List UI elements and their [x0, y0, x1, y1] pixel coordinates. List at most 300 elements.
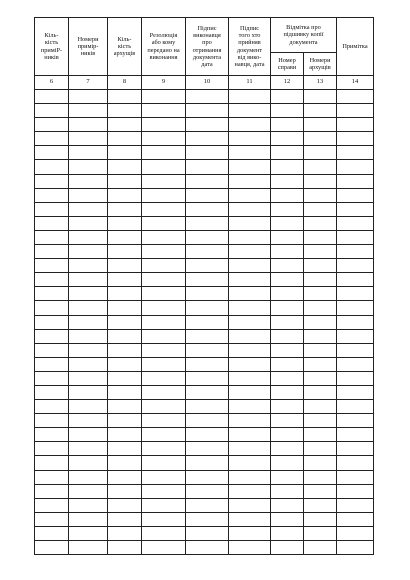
- table-cell: [108, 414, 142, 428]
- table-cell: [35, 104, 69, 118]
- table-cell: [304, 301, 337, 315]
- table-cell: [229, 160, 271, 174]
- table-cell: [142, 428, 186, 442]
- table-cell: [108, 188, 142, 202]
- table-cell: [304, 343, 337, 357]
- table-cell: [229, 202, 271, 216]
- table-cell: [108, 230, 142, 244]
- table-cell: [304, 442, 337, 456]
- table-cell: [271, 216, 304, 230]
- table-cell: [142, 118, 186, 132]
- table-cell: [271, 385, 304, 399]
- header-resolution: Резолюція або кому передано на виконання: [142, 18, 186, 76]
- table-cell: [229, 259, 271, 273]
- table-cell: [35, 273, 69, 287]
- table-cell: [304, 90, 337, 104]
- table-cell: [271, 371, 304, 385]
- table-cell: [35, 174, 69, 188]
- table-cell: [186, 188, 229, 202]
- table-cell: [229, 146, 271, 160]
- table-cell: [108, 428, 142, 442]
- table-row: [35, 245, 374, 259]
- table-cell: [229, 428, 271, 442]
- table-cell: [337, 512, 374, 526]
- table-cell: [142, 456, 186, 470]
- table-cell: [108, 202, 142, 216]
- table-cell: [186, 259, 229, 273]
- column-number: 14: [337, 76, 374, 90]
- table-cell: [108, 273, 142, 287]
- table-cell: [337, 273, 374, 287]
- table-row: [35, 188, 374, 202]
- table-cell: [108, 104, 142, 118]
- table-cell: [186, 456, 229, 470]
- table-cell: [108, 498, 142, 512]
- table-cell: [35, 526, 69, 540]
- table-cell: [35, 287, 69, 301]
- table-cell: [337, 526, 374, 540]
- table-cell: [108, 470, 142, 484]
- table-cell: [337, 230, 374, 244]
- table-cell: [108, 526, 142, 540]
- table-cell: [337, 315, 374, 329]
- table-cell: [229, 216, 271, 230]
- table-cell: [304, 230, 337, 244]
- table-cell: [337, 541, 374, 555]
- table-cell: [186, 287, 229, 301]
- table-cell: [142, 442, 186, 456]
- table-cell: [142, 259, 186, 273]
- table-cell: [69, 526, 108, 540]
- table-cell: [337, 470, 374, 484]
- table-cell: [337, 357, 374, 371]
- table-cell: [186, 371, 229, 385]
- table-cell: [186, 132, 229, 146]
- table-cell: [229, 526, 271, 540]
- table-cell: [304, 428, 337, 442]
- table-cell: [304, 104, 337, 118]
- table-cell: [108, 245, 142, 259]
- table-cell: [142, 287, 186, 301]
- table-cell: [337, 132, 374, 146]
- table-cell: [69, 371, 108, 385]
- table-cell: [69, 287, 108, 301]
- table-cell: [271, 512, 304, 526]
- table-cell: [108, 484, 142, 498]
- header-case-number: Номер справи: [271, 53, 304, 76]
- table-cell: [69, 512, 108, 526]
- table-cell: [186, 245, 229, 259]
- table-cell: [271, 259, 304, 273]
- table-cell: [35, 357, 69, 371]
- table-cell: [142, 484, 186, 498]
- table-cell: [304, 174, 337, 188]
- table-cell: [337, 287, 374, 301]
- table-cell: [142, 174, 186, 188]
- table-row: [35, 526, 374, 540]
- table-cell: [229, 343, 271, 357]
- table-cell: [186, 230, 229, 244]
- table-cell: [229, 541, 271, 555]
- column-number: 6: [35, 76, 69, 90]
- table-cell: [35, 230, 69, 244]
- table-cell: [35, 188, 69, 202]
- table-cell: [186, 357, 229, 371]
- table-cell: [337, 259, 374, 273]
- table-cell: [108, 357, 142, 371]
- table-cell: [304, 329, 337, 343]
- table-cell: [142, 541, 186, 555]
- table-cell: [271, 132, 304, 146]
- table-cell: [304, 146, 337, 160]
- table-cell: [35, 259, 69, 273]
- table-cell: [69, 470, 108, 484]
- table-cell: [337, 174, 374, 188]
- table-cell: [69, 174, 108, 188]
- table-cell: [229, 456, 271, 470]
- table-cell: [271, 146, 304, 160]
- table-cell: [142, 188, 186, 202]
- table-cell: [304, 273, 337, 287]
- register-body: [35, 76, 374, 555]
- table-cell: [108, 174, 142, 188]
- table-cell: [35, 385, 69, 399]
- table-cell: [271, 174, 304, 188]
- table-cell: [229, 470, 271, 484]
- table-cell: [186, 512, 229, 526]
- table-cell: [142, 357, 186, 371]
- table-cell: [186, 90, 229, 104]
- table-cell: [337, 428, 374, 442]
- table-row: [35, 470, 374, 484]
- table-cell: [229, 301, 271, 315]
- table-row: [35, 90, 374, 104]
- table-cell: [142, 216, 186, 230]
- table-cell: [108, 301, 142, 315]
- table-cell: [69, 484, 108, 498]
- table-cell: [186, 315, 229, 329]
- table-row: [35, 498, 374, 512]
- table-cell: [35, 371, 69, 385]
- table-cell: [69, 498, 108, 512]
- table-cell: [337, 90, 374, 104]
- table-cell: [271, 202, 304, 216]
- table-cell: [69, 541, 108, 555]
- table-cell: [108, 216, 142, 230]
- table-cell: [186, 442, 229, 456]
- table-cell: [271, 442, 304, 456]
- table-row: [35, 315, 374, 329]
- table-cell: [142, 146, 186, 160]
- table-row: [35, 541, 374, 555]
- table-cell: [271, 230, 304, 244]
- table-cell: [229, 498, 271, 512]
- table-cell: [142, 526, 186, 540]
- table-cell: [271, 245, 304, 259]
- table-row: [35, 160, 374, 174]
- table-cell: [108, 160, 142, 174]
- table-cell: [142, 245, 186, 259]
- table-row: [35, 371, 374, 385]
- table-cell: [69, 202, 108, 216]
- table-cell: [35, 118, 69, 132]
- table-cell: [337, 442, 374, 456]
- table-cell: [304, 315, 337, 329]
- table-row: [35, 287, 374, 301]
- table-cell: [271, 498, 304, 512]
- table-cell: [142, 385, 186, 399]
- table-cell: [304, 385, 337, 399]
- table-cell: [337, 160, 374, 174]
- table-row: [35, 385, 374, 399]
- table-cell: [229, 90, 271, 104]
- table-cell: [35, 315, 69, 329]
- table-cell: [271, 188, 304, 202]
- table-cell: [35, 160, 69, 174]
- table-cell: [229, 357, 271, 371]
- table-row: [35, 132, 374, 146]
- table-cell: [69, 456, 108, 470]
- table-cell: [69, 188, 108, 202]
- table-cell: [337, 329, 374, 343]
- table-cell: [35, 512, 69, 526]
- table-cell: [142, 90, 186, 104]
- table-row: [35, 202, 374, 216]
- table-cell: [229, 273, 271, 287]
- table-cell: [69, 146, 108, 160]
- table-cell: [337, 385, 374, 399]
- table-cell: [35, 90, 69, 104]
- column-number: 7: [69, 76, 108, 90]
- table-cell: [304, 160, 337, 174]
- table-cell: [304, 526, 337, 540]
- table-cell: [186, 174, 229, 188]
- table-cell: [304, 259, 337, 273]
- table-cell: [186, 202, 229, 216]
- table-cell: [35, 484, 69, 498]
- table-cell: [142, 400, 186, 414]
- table-cell: [142, 160, 186, 174]
- table-cell: [35, 414, 69, 428]
- table-cell: [69, 329, 108, 343]
- table-cell: [304, 470, 337, 484]
- table-cell: [69, 132, 108, 146]
- table-cell: [142, 343, 186, 357]
- table-cell: [108, 442, 142, 456]
- column-number: 9: [142, 76, 186, 90]
- table-cell: [271, 287, 304, 301]
- table-cell: [337, 146, 374, 160]
- table-cell: [35, 146, 69, 160]
- table-cell: [271, 414, 304, 428]
- table-cell: [35, 343, 69, 357]
- table-cell: [229, 371, 271, 385]
- table-cell: [142, 230, 186, 244]
- table-cell: [35, 456, 69, 470]
- table-cell: [186, 301, 229, 315]
- table-cell: [229, 188, 271, 202]
- table-cell: [69, 357, 108, 371]
- table-cell: [69, 442, 108, 456]
- table-cell: [35, 329, 69, 343]
- table-cell: [229, 315, 271, 329]
- table-cell: [142, 414, 186, 428]
- table-cell: [229, 512, 271, 526]
- table-cell: [229, 442, 271, 456]
- table-cell: [229, 132, 271, 146]
- table-cell: [271, 329, 304, 343]
- table-cell: [337, 484, 374, 498]
- table-cell: [271, 428, 304, 442]
- column-number: 8: [108, 76, 142, 90]
- table-cell: [271, 400, 304, 414]
- table-cell: [186, 329, 229, 343]
- table-cell: [186, 216, 229, 230]
- table-cell: [35, 442, 69, 456]
- table-cell: [142, 273, 186, 287]
- table-cell: [142, 371, 186, 385]
- table-cell: [69, 245, 108, 259]
- table-cell: [186, 428, 229, 442]
- table-row: [35, 442, 374, 456]
- table-cell: [186, 400, 229, 414]
- table-cell: [229, 245, 271, 259]
- table-cell: [108, 132, 142, 146]
- table-cell: [186, 526, 229, 540]
- table-cell: [69, 90, 108, 104]
- table-cell: [271, 470, 304, 484]
- table-cell: [108, 385, 142, 399]
- table-cell: [35, 400, 69, 414]
- table-cell: [186, 273, 229, 287]
- table-cell: [229, 174, 271, 188]
- table-cell: [337, 104, 374, 118]
- table-row: [35, 428, 374, 442]
- table-cell: [142, 104, 186, 118]
- table-row: [35, 104, 374, 118]
- table-cell: [69, 301, 108, 315]
- table-cell: [69, 315, 108, 329]
- table-row: [35, 259, 374, 273]
- table-cell: [304, 512, 337, 526]
- table-cell: [337, 498, 374, 512]
- table-cell: [304, 498, 337, 512]
- table-cell: [271, 301, 304, 315]
- table-row: [35, 146, 374, 160]
- table-cell: [69, 160, 108, 174]
- table-cell: [69, 216, 108, 230]
- table-row: [35, 301, 374, 315]
- header-copy-numbers: Номери примір- ників: [69, 18, 108, 76]
- header-copies-count: Кіль- кість приміР- ників: [35, 18, 69, 76]
- table-cell: [229, 400, 271, 414]
- table-cell: [304, 456, 337, 470]
- table-cell: [142, 301, 186, 315]
- table-cell: [35, 202, 69, 216]
- table-cell: [108, 118, 142, 132]
- table-cell: [304, 132, 337, 146]
- table-cell: [304, 188, 337, 202]
- table-cell: [186, 343, 229, 357]
- table-cell: [229, 385, 271, 399]
- table-row: [35, 329, 374, 343]
- table-row: [35, 273, 374, 287]
- table-cell: [69, 400, 108, 414]
- table-cell: [108, 371, 142, 385]
- table-cell: [108, 315, 142, 329]
- table-cell: [69, 118, 108, 132]
- table-cell: [229, 414, 271, 428]
- table-cell: [186, 541, 229, 555]
- table-cell: [186, 470, 229, 484]
- table-row: [35, 357, 374, 371]
- table-cell: [186, 414, 229, 428]
- header-note: Примітка: [337, 18, 374, 76]
- table-row: [35, 174, 374, 188]
- table-cell: [304, 245, 337, 259]
- table-cell: [271, 118, 304, 132]
- column-number: 10: [186, 76, 229, 90]
- column-number: 13: [304, 76, 337, 90]
- table-row: [35, 216, 374, 230]
- document-register-table: [34, 17, 374, 555]
- table-cell: [69, 273, 108, 287]
- table-cell: [337, 188, 374, 202]
- table-cell: [229, 484, 271, 498]
- table-cell: [35, 541, 69, 555]
- column-number: 11: [229, 76, 271, 90]
- table-cell: [186, 118, 229, 132]
- table-row: [35, 400, 374, 414]
- table-cell: [271, 315, 304, 329]
- table-cell: [337, 400, 374, 414]
- table-cell: [271, 90, 304, 104]
- table-cell: [337, 216, 374, 230]
- table-cell: [186, 498, 229, 512]
- table-cell: [229, 104, 271, 118]
- table-cell: [69, 104, 108, 118]
- table-cell: [108, 146, 142, 160]
- table-cell: [186, 484, 229, 498]
- table-cell: [69, 428, 108, 442]
- table-cell: [108, 541, 142, 555]
- table-cell: [337, 301, 374, 315]
- header-filing-mark: Відмітка про підшивку копії документа: [271, 18, 337, 53]
- table-cell: [69, 230, 108, 244]
- column-number: 12: [271, 76, 304, 90]
- table-row: [35, 512, 374, 526]
- table-row: [35, 118, 374, 132]
- table-cell: [35, 470, 69, 484]
- table-row: [35, 230, 374, 244]
- header-executor-signature: Підпис виконавця про отримання документа дата: [186, 18, 229, 76]
- table-cell: [304, 371, 337, 385]
- table-cell: [108, 90, 142, 104]
- table-cell: [142, 132, 186, 146]
- column-number-row: [35, 76, 374, 90]
- table-cell: [337, 456, 374, 470]
- table-cell: [304, 118, 337, 132]
- table-cell: [69, 385, 108, 399]
- table-cell: [337, 414, 374, 428]
- table-cell: [35, 301, 69, 315]
- table-cell: [271, 526, 304, 540]
- table-cell: [271, 343, 304, 357]
- header-sheets-count: Кіль- кість архущів: [108, 18, 142, 76]
- table-cell: [186, 385, 229, 399]
- table-cell: [35, 428, 69, 442]
- table-cell: [229, 287, 271, 301]
